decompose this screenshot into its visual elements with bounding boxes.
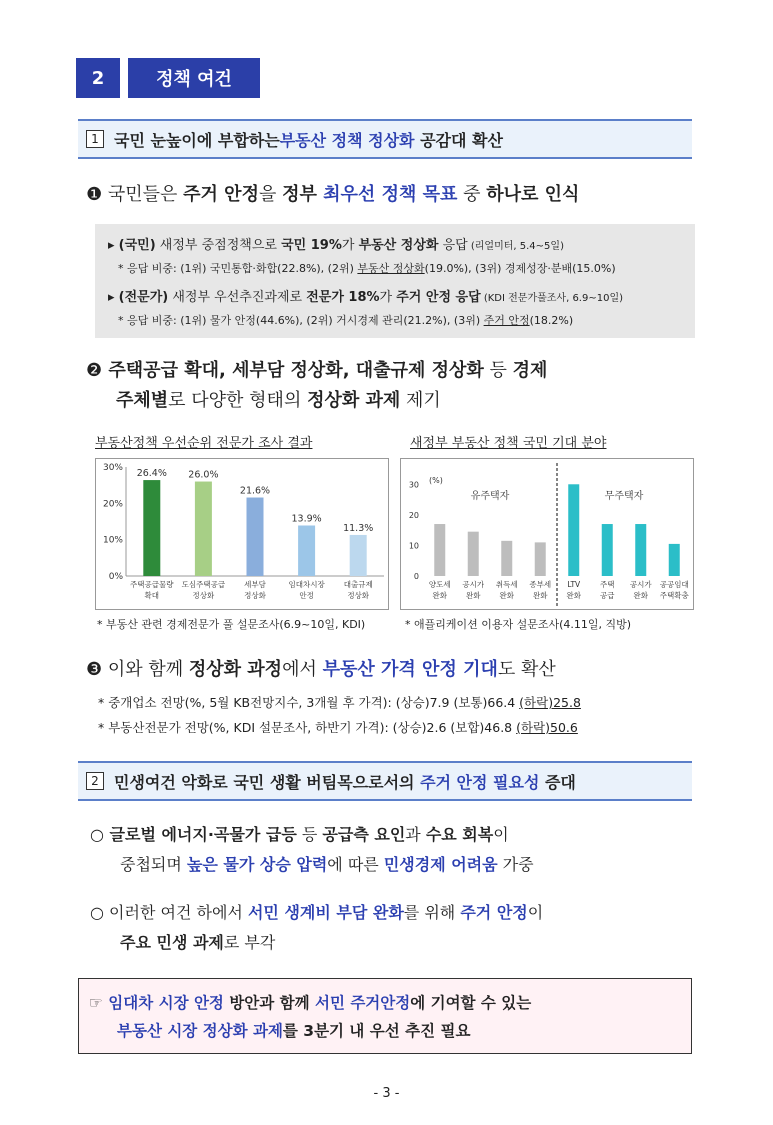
- unit-label: (%): [429, 476, 443, 485]
- circle-1-line-1: [90, 822, 509, 845]
- x-tick-label: 완화: [432, 591, 447, 600]
- survey-detail: * 응답 비중: (1위) 국민통합·화합(22.8%), (2위): [118, 262, 358, 275]
- circle-2-text: 이러한 여건 하에서: [103, 903, 248, 922]
- point-2-text: 주체별: [116, 390, 169, 411]
- bar: [535, 542, 546, 576]
- point-3-marker: ❸: [86, 659, 103, 680]
- conclusion-highlight: 서민 주거안정: [314, 994, 411, 1012]
- circle-2-text: 를 위해: [403, 903, 461, 922]
- survey-detail: (18.2%): [529, 314, 574, 327]
- circle-1-text: 글로벌 에너지·곡물가 급등: [103, 825, 297, 844]
- bar: [669, 544, 680, 576]
- survey-text: (국민): [118, 238, 156, 253]
- subsection-2-number: 2: [86, 772, 104, 790]
- circle-1-text: 공급측 요인: [322, 825, 406, 844]
- subsection-2-text-post: 증대: [539, 772, 576, 792]
- x-tick-label: 안정: [299, 591, 314, 600]
- circle-1-line-2: [120, 852, 534, 875]
- arrow-icon: ▸: [108, 238, 115, 253]
- group-label: 유주택자: [470, 491, 510, 502]
- chart-2: [400, 458, 694, 610]
- circle-1-text: 가중: [497, 855, 534, 874]
- bar: [350, 535, 367, 576]
- conclusion-highlight: 임대차 시장 안정: [102, 994, 224, 1012]
- survey-text: 주거 안정 응답: [396, 290, 481, 305]
- forecast-decline: (하락)25.8: [519, 695, 581, 710]
- data-label: 26.4%: [136, 468, 167, 480]
- y-tick-label: 30: [408, 480, 419, 490]
- section-number: 2: [91, 67, 105, 89]
- x-tick-label: 취득세: [495, 580, 518, 589]
- arrow-icon: ▸: [108, 290, 115, 305]
- forecast-expert: [98, 718, 578, 736]
- bar: [434, 524, 445, 576]
- chart-1-title: 부동산정책 우선순위 전문가 조사 결과: [95, 436, 313, 451]
- bar: [602, 524, 613, 576]
- section-title-box: [128, 58, 260, 98]
- circle-1-text: 등: [296, 825, 323, 844]
- conclusion-text: 방안과 함께: [223, 994, 315, 1012]
- survey-detail: * 응답 비중: (1위) 물가 안정(44.6%), (2위) 거시경제 관리(21.2%), (3위): [118, 314, 484, 327]
- survey-text: 국민 19%: [281, 238, 342, 253]
- y-tick-label: 10: [408, 541, 419, 551]
- survey-text: 가: [379, 290, 397, 305]
- circle-2-line-1: [90, 900, 543, 923]
- point-2-text: 로 다양한 형태의: [168, 390, 308, 411]
- x-tick-label: 세부담: [244, 580, 266, 589]
- y-tick-label: 20: [408, 510, 419, 520]
- pointing-hand-icon: ☞: [89, 994, 103, 1012]
- x-tick-label: 완화: [566, 591, 581, 600]
- survey-text: (전문가): [118, 290, 169, 305]
- point-1-text-highlight: 최우선 정책 목표: [323, 184, 458, 205]
- circle-2-text: 이: [527, 903, 544, 922]
- data-label: 26.0%: [188, 469, 219, 481]
- survey-line-expert-detail: [118, 312, 573, 328]
- x-tick-label: 완화: [466, 591, 481, 600]
- point-1-marker: ❶: [86, 184, 103, 205]
- x-tick-label: 확대: [144, 591, 160, 600]
- circle-2-text: 로 부각: [223, 933, 276, 952]
- chart-2-footnote: * 애플리케이션 이용자 설문조사(4.11일, 직방): [405, 618, 632, 631]
- circle-2-highlight: 서민 생계비 부담 완화: [247, 903, 404, 922]
- section-number-box: [76, 58, 120, 98]
- x-tick-label: 종부세: [529, 580, 552, 589]
- survey-text: 응답: [438, 238, 468, 253]
- survey-source: (리얼미터, 5.4~5일): [467, 241, 564, 252]
- point-2-line-1: [86, 356, 547, 382]
- subsection-2-text-highlight: 주거 안정 필요성: [420, 772, 540, 792]
- y-tick-label: 20%: [102, 499, 123, 510]
- x-tick-label: 정상화: [347, 591, 370, 600]
- chart-1: [95, 458, 389, 610]
- point-3-text: 이와 함께: [102, 659, 189, 680]
- bar: [247, 498, 264, 576]
- x-tick-label: 공시가: [629, 580, 652, 589]
- survey-detail: (19.0%), (3위) 경제성장·분배(15.0%): [424, 262, 616, 275]
- circle-1-highlight: 민생경제 어려움: [383, 855, 498, 874]
- chart-1-footnote: * 부동산 관련 경제전문가 풀 설문조사(6.9~10일, KDI): [97, 618, 366, 631]
- bar: [298, 525, 315, 576]
- point-1-text: 주거 안정: [183, 184, 259, 205]
- data-label: 11.3%: [343, 522, 374, 534]
- circle-1-text: 에 따른: [327, 855, 384, 874]
- survey-text: 전문가 18%: [306, 290, 380, 305]
- circle-bullet-icon: ○: [90, 825, 104, 844]
- subsection-1-text-highlight: 부동산 정책 정상화: [279, 130, 415, 150]
- bar: [195, 482, 212, 576]
- conclusion-text: 를 3분기 내 우선 추진 필요: [282, 1022, 471, 1040]
- x-tick-label: 도심주택공급: [181, 580, 226, 589]
- subsection-2-text-pre: 민생여건 악화로 국민 생활 버팀목으로서의: [114, 772, 421, 792]
- forecast-text: * 중개업소 전망(%, 5월 KB전망지수, 3개월 후 가격): (상승)7.9 (보통)66.4: [98, 695, 520, 710]
- survey-text: 새정부 우선추진과제로: [168, 290, 307, 305]
- point-1-text: 중: [457, 184, 487, 205]
- data-label: 21.6%: [239, 485, 271, 497]
- x-tick-label: 완화: [633, 591, 648, 600]
- bar: [568, 484, 579, 576]
- point-1-text: 을: [258, 184, 283, 205]
- circle-2-line-2: [120, 930, 275, 953]
- point-2-text: 주택공급 확대, 세부담 정상화, 대출규제 정상화: [102, 360, 484, 381]
- circle-1-text: 과: [405, 825, 426, 844]
- forecast-text: * 부동산전문가 전망(%, KDI 설문조사, 하반기 가격): (상승)2.6 (보합)46.8: [98, 720, 517, 735]
- x-tick-label: 주택확충: [659, 591, 689, 600]
- group-label: 무주택자: [604, 491, 644, 502]
- survey-source: (KDI 전문가풀조사, 6.9~10일): [480, 293, 624, 304]
- conclusion-text: 에 기여할 수 있는: [410, 994, 532, 1012]
- circle-2-highlight: 주거 안정: [460, 903, 528, 922]
- conclusion-line-2: [89, 1017, 681, 1045]
- subsection-2-header: [78, 761, 692, 801]
- bar: [501, 541, 512, 576]
- subsection-1-text-post: 공감대 확산: [414, 130, 503, 150]
- data-label: 13.9%: [291, 513, 322, 525]
- x-tick-label: 완화: [533, 591, 548, 600]
- survey-text: 새정부 중점정책으로: [155, 238, 282, 253]
- circle-1-highlight: 높은 물가 상승 압력: [186, 855, 328, 874]
- subsection-1-number: 1: [86, 130, 104, 148]
- point-3-text: 정상화 과정: [188, 659, 283, 680]
- point-3-text: 에서: [282, 659, 323, 680]
- y-tick-label: 10%: [102, 535, 123, 546]
- x-tick-label: LTV: [567, 580, 581, 589]
- point-2-text: 등: [483, 360, 513, 381]
- survey-detail: 부동산 정상화: [357, 262, 425, 275]
- point-1-text: 하나로 인식: [486, 184, 580, 205]
- point-3: [86, 655, 556, 681]
- conclusion-highlight: 부동산 시장 정상화 과제: [117, 1022, 283, 1040]
- forecast-broker: [98, 693, 581, 711]
- bar: [468, 532, 479, 576]
- survey-line-public-detail: [118, 260, 616, 276]
- x-tick-label: 공급: [600, 591, 615, 600]
- point-2-text: 경제: [512, 360, 548, 381]
- circle-1-text: 중첩되며: [120, 855, 187, 874]
- circle-1-text: 수요 회복: [425, 825, 494, 844]
- x-tick-label: 주택: [600, 580, 615, 589]
- y-tick-label: 30%: [102, 463, 123, 473]
- section-title: 정책 여건: [156, 69, 232, 90]
- point-1-text: 국민들은: [102, 184, 184, 205]
- conclusion-box: [78, 978, 692, 1054]
- survey-detail: 주거 안정: [483, 314, 530, 327]
- survey-text: 부동산 정상화: [358, 238, 439, 253]
- point-1: [86, 180, 579, 206]
- subsection-1-text-pre: 국민 눈높이에 부합하는: [114, 130, 280, 150]
- subsection-1-header: [78, 119, 692, 159]
- survey-line-expert: [108, 286, 623, 305]
- point-1-text: 정부: [282, 184, 324, 205]
- x-tick-label: 양도세: [428, 580, 451, 589]
- x-tick-label: 대출규제: [343, 580, 373, 589]
- x-tick-label: 정상화: [244, 591, 266, 600]
- y-tick-label: 0%: [108, 572, 123, 582]
- point-2-marker: ❷: [86, 360, 103, 381]
- x-tick-label: 공공임대: [659, 580, 689, 589]
- x-tick-label: 임대차시장: [288, 580, 325, 589]
- point-2-text: 정상화 과제: [307, 390, 401, 411]
- y-tick-label: 0: [413, 572, 419, 581]
- point-2-line-2: [116, 386, 441, 412]
- point-3-text-highlight: 부동산 가격 안정 기대: [322, 659, 498, 680]
- survey-line-public: [108, 234, 564, 253]
- x-tick-label: 공시가: [462, 580, 485, 589]
- circle-2-text: 주요 민생 과제: [120, 933, 224, 952]
- point-3-text: 도 확산: [497, 659, 556, 680]
- conclusion-line-1: [89, 989, 681, 1017]
- page-number: - 3 -: [373, 1086, 400, 1101]
- x-tick-label: 완화: [499, 591, 514, 600]
- bar: [143, 480, 160, 576]
- point-2-text: 제기: [400, 390, 441, 411]
- circle-1-text: 이: [493, 825, 509, 844]
- x-tick-label: 주택공급물량: [130, 580, 174, 589]
- x-tick-label: 정상화: [192, 591, 215, 600]
- circle-bullet-icon: ○: [90, 903, 104, 922]
- forecast-decline: (하락)50.6: [516, 720, 578, 735]
- chart-2-title: 새정부 부동산 정책 국민 기대 분야: [410, 436, 607, 451]
- survey-text: 가: [341, 238, 359, 253]
- bar: [635, 524, 646, 576]
